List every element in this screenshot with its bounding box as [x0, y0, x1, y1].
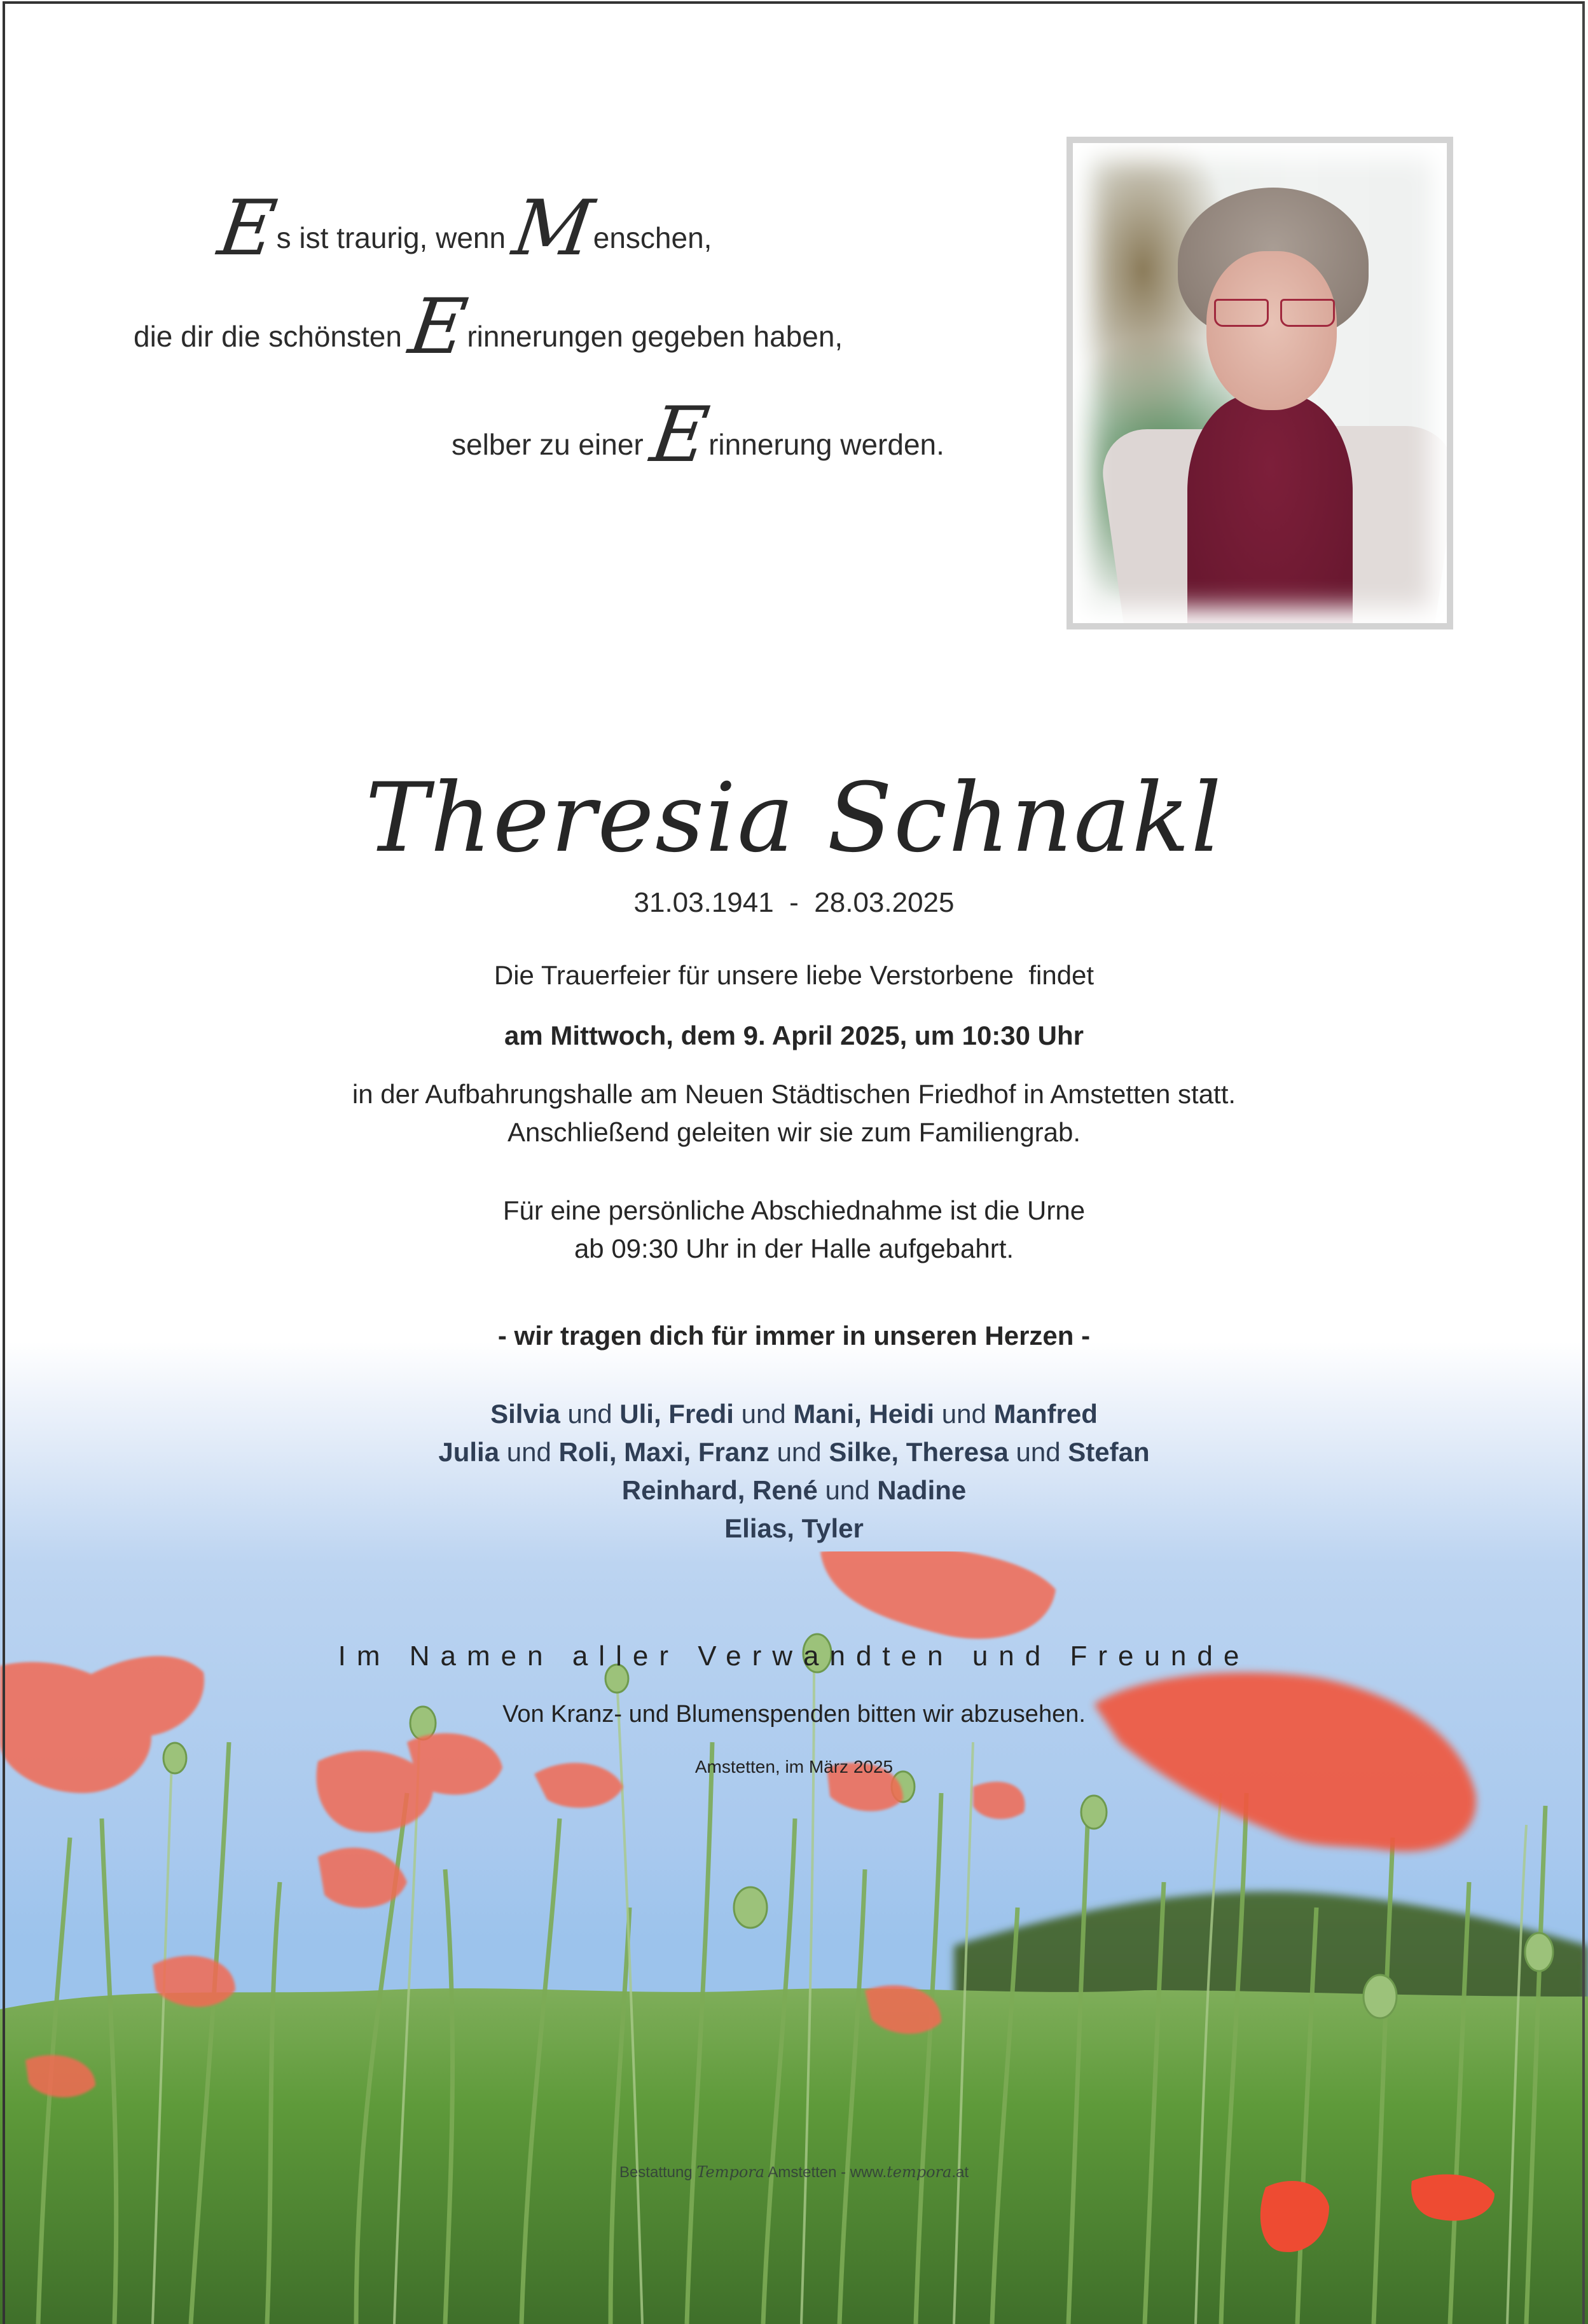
quote-line-3: selber zu einer Erinnerung werden.	[452, 391, 944, 479]
donations-note: Von Kranz- und Blumenspenden bitten wir abzusehen.	[502, 1701, 1086, 1728]
ceremony-datetime: am Mittwoch, dem 9. April 2025, um 10:30 Uhr	[504, 1021, 1084, 1050]
place-date: Amstetten, im März 2025	[694, 1757, 894, 1777]
portrait-photo	[1073, 143, 1447, 623]
quote-line-2: die dir die schönsten Erinnerungen gegeben haben,	[134, 283, 843, 371]
quote-line-1: Es ist traurig, wenn Menschen,	[213, 184, 712, 273]
quote-initial: M	[507, 184, 598, 273]
ceremony-location: in der Aufbahrungshalle am Neuen Städtischen Friedhof in Amstetten statt.	[352, 1079, 1236, 1109]
family-line-2: Julia und Roli, Maxi, Franz und Silke, Theresa und Stefan	[438, 1437, 1150, 1467]
brand-name: Tempora	[696, 2163, 765, 2181]
deceased-name: Theresia Schnakl	[365, 763, 1223, 874]
quote-initial: E	[645, 391, 714, 479]
on-behalf-line: Im Namen aller Verwandten und Freunde	[338, 1640, 1250, 1672]
viewing-line-2: ab 09:30 Uhr in der Halle aufgebahrt.	[574, 1234, 1014, 1263]
quote-initial: E	[404, 283, 473, 371]
ceremony-intro: Die Trauerfeier für unsere liebe Verstorbene findet	[494, 960, 1094, 990]
motto: - wir tragen dich für immer in unseren Herzen -	[497, 1321, 1091, 1351]
ceremony-after: Anschließend geleiten wir sie zum Familiengrab.	[507, 1117, 1081, 1147]
death-date: 28.03.2025	[814, 887, 955, 918]
funeral-home-credit: Bestattung Tempora Amstetten - www.tempora.at	[619, 2163, 969, 2181]
family-line-1: Silvia und Uli, Fredi und Mani, Heidi und Manfred	[490, 1399, 1098, 1429]
quote-initial: E	[213, 184, 282, 273]
life-dates: 31.03.1941 - 28.03.2025	[633, 887, 955, 918]
family-line-3: Reinhard, René und Nadine	[621, 1475, 967, 1505]
viewing-line-1: Für eine persönliche Abschiednahme ist die Urne	[502, 1195, 1086, 1225]
family-line-4: Elias, Tyler	[724, 1513, 864, 1543]
portrait-frame	[1067, 137, 1453, 629]
birth-date: 31.03.1941	[633, 887, 774, 918]
